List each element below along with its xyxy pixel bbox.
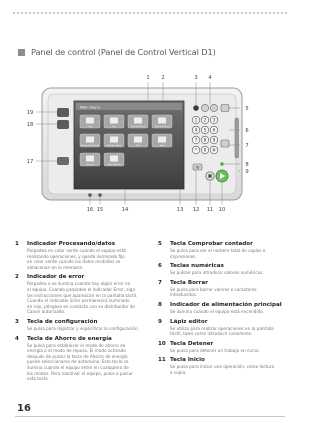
item-title: Indicador de alimentación principal	[170, 301, 282, 308]
legend-item	[15, 335, 143, 382]
callout-7: 7	[245, 143, 249, 149]
item-number: 7	[158, 279, 162, 286]
callout-3: 3	[194, 75, 198, 81]
left-key-17[interactable]	[57, 157, 69, 165]
app-tile-label: Print	[135, 145, 141, 147]
keypad-key-label: 7	[194, 137, 198, 143]
legend-item	[15, 240, 143, 270]
item-number: 6	[158, 263, 162, 270]
item-description: Se pulsa para iniciar una operación, como lectura o copia.	[170, 364, 275, 375]
callout-2: 2	[161, 75, 165, 81]
app-tile-label: Scanner	[86, 164, 94, 166]
callout-18: 18	[26, 122, 34, 128]
item-number: 1	[15, 241, 19, 247]
legend-item	[158, 318, 286, 337]
app-tile-icon	[110, 137, 118, 143]
heading-bullet-icon	[18, 49, 25, 56]
keypad-key-label: 6	[212, 127, 216, 133]
left-key-19[interactable]	[57, 108, 69, 117]
item-description: Se pulsa para ver el número total de copias e impresiones.	[170, 248, 266, 259]
settings-key[interactable]	[201, 104, 208, 111]
id-key-label: ID	[195, 165, 200, 170]
app-tile-label: Access Stored Files	[80, 145, 100, 147]
processing-indicator-16	[88, 193, 92, 197]
app-tile-icon	[110, 118, 118, 124]
keypad-key-label: 2	[203, 117, 207, 123]
legend-item	[158, 279, 286, 298]
section-title: Panel de control (Panel de Control Vertical D1)	[31, 47, 216, 57]
page-number: 16	[17, 403, 31, 414]
section-heading	[18, 47, 216, 57]
keypad-key-label: #	[212, 147, 216, 153]
item-number: 5	[158, 241, 162, 247]
app-tile-icon	[110, 156, 118, 162]
stop-key-glyph	[208, 174, 211, 177]
app-tile-label: Scan and Send	[130, 126, 146, 128]
legend-item	[158, 262, 286, 276]
keypad-key-label: 3	[212, 117, 216, 123]
item-description: Se pulsa para detener un trabajo en curso.	[170, 347, 260, 353]
item-description: Se pulsa para establecer el modo de ahorro de energía o el modo de reposo. El modo activado después de pulsar la tecla de Ahorro de energía puede seleccionarse de antemano. Esta tecla se ilumina cuando el equipo entre en cualquiera de los modos. Para reactivar el equipo, pulse a pulsar esta tecla.	[27, 342, 133, 382]
app-tile-label: Copy	[87, 126, 93, 128]
error-indicator-15	[98, 193, 102, 197]
keypad-key-label: 8	[203, 137, 207, 143]
item-title: Tecla de configuración	[27, 318, 98, 325]
callout-17: 17	[26, 159, 34, 165]
callout-1: 1	[146, 75, 150, 81]
item-number: 9	[158, 318, 162, 325]
item-description: Se pulsa para registrar y especificar la configuración.	[27, 325, 139, 331]
screen-title: Main menu	[80, 105, 100, 110]
page-footer-rule	[15, 416, 285, 417]
legend-item	[15, 273, 143, 315]
callout-8: 8	[245, 162, 249, 168]
item-number: 10	[158, 340, 166, 347]
callout-11: 11	[206, 207, 214, 213]
callout-4: 4	[208, 75, 212, 81]
item-description: Se pulsan para introducir valores numéricos.	[170, 270, 264, 276]
item-title: Tecla Borrar	[170, 279, 208, 286]
legend-column-left	[15, 240, 143, 385]
callout-13: 13	[176, 207, 184, 213]
clear-key[interactable]	[221, 140, 229, 147]
keypad-key-label: *	[195, 147, 197, 153]
keypad-key-label: 0	[203, 147, 207, 153]
callout-5: 5	[245, 106, 249, 112]
app-tile-label: Hold	[159, 145, 165, 147]
app-tile-icon	[86, 118, 94, 124]
app-tile-label: Fax/I-Fax Inbox	[106, 145, 122, 147]
stylus-pen[interactable]	[235, 118, 239, 158]
item-title: Lápiz editor	[170, 318, 208, 325]
item-description: Parpadea o se ilumina cuando hay algún error en el equipo. Cuando parpadee el indicador Error, siga las instrucciones que aparezcan en la pantalla táctil. Cuando el indicador Error permanezca iluminado en rojo, póngase en contacto con su distribuidor de Canon autorizado.	[27, 281, 138, 315]
callout-19: 19	[26, 110, 34, 116]
callout-16: 16	[86, 207, 94, 213]
legend-item	[158, 301, 286, 315]
item-title: Indicador de error	[27, 274, 85, 281]
item-number: 11	[158, 357, 166, 364]
energy-saver-key[interactable]	[210, 104, 217, 111]
item-title: Indicador Procesando/datos	[27, 241, 116, 247]
item-description: Se pulsa para borrar valores o caracteres introducidos.	[170, 286, 257, 298]
item-number: 2	[15, 274, 19, 281]
item-description: Se utiliza para realizar operaciones en la pantalla táctil, tales como introducir caracteres.	[170, 325, 274, 337]
item-title: Tecla Inicio	[170, 357, 205, 364]
item-number: 8	[158, 301, 162, 308]
app-tile-icon	[158, 118, 166, 124]
app-tile-icon	[86, 156, 94, 162]
keypad-key-label: 9	[212, 137, 216, 143]
keypad-key-label: 1	[194, 117, 198, 123]
app-tile-icon	[134, 137, 142, 143]
item-number: 3	[15, 318, 19, 325]
app-tile-label: Status Monitor	[107, 164, 121, 166]
main-power-indicator	[220, 162, 224, 166]
legend-column-right	[158, 240, 286, 379]
app-tile-icon	[86, 137, 94, 143]
app-tile-label: Scan and Store	[154, 126, 170, 128]
callout-14: 14	[121, 207, 129, 213]
error-indicator	[193, 105, 199, 111]
callout-6: 6	[245, 128, 249, 134]
legend-item	[158, 356, 286, 375]
callout-15: 15	[96, 207, 104, 213]
item-number: 4	[15, 335, 19, 342]
counter-check-key[interactable]	[221, 105, 229, 112]
callout-9: 9	[245, 169, 249, 175]
legend-item	[15, 318, 143, 332]
legend-item	[158, 340, 286, 354]
item-title: Tecla de Ahorro de energía	[27, 335, 112, 342]
item-description: Parpadea en color verde cuando el equipo está realizando operaciones, y queda iluminado fijo en color verde cuando los datos recibidos se almacenan en la memoria.	[27, 248, 126, 270]
callout-10: 10	[218, 207, 226, 213]
app-tile-label: Fax	[112, 126, 116, 128]
app-tile-icon	[158, 137, 166, 143]
keypad-key-label: 5	[203, 127, 207, 133]
item-description: Se ilumina cuando el equipo está encendido.	[170, 308, 265, 314]
keypad-key-label: 4	[194, 127, 198, 133]
app-tile-icon	[134, 118, 142, 124]
item-title: Tecla Comprobar contador	[170, 241, 253, 247]
control-panel-figure	[0, 60, 300, 236]
item-title: Teclas numéricas	[170, 263, 224, 270]
item-title: Tecla Detener	[170, 340, 214, 347]
dotted-rule	[12, 12, 288, 14]
callout-12: 12	[192, 207, 200, 213]
left-key-18[interactable]	[57, 120, 69, 129]
legend-item	[158, 240, 286, 259]
